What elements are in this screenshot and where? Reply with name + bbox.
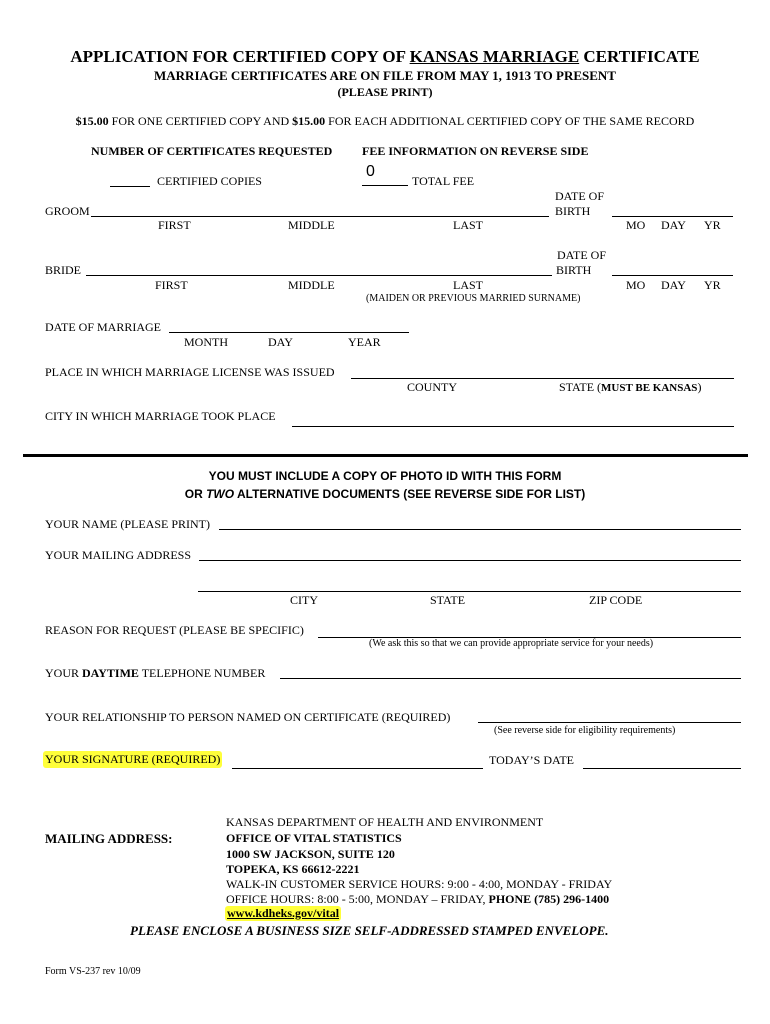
bride-last-caption: LAST [453,278,483,292]
state-caption-prefix: STATE ( [559,380,602,394]
county-caption: COUNTY [407,380,457,394]
mailing-address-input[interactable] [199,546,741,561]
title-underlined: KANSAS MARRIAGE [409,47,580,66]
total-fee-value[interactable]: 0 [366,163,375,180]
bride-middle-caption: MIDDLE [288,278,335,292]
marriage-city-label: CITY IN WHICH MARRIAGE TOOK PLACE [45,409,276,423]
state-zip-state-caption: STATE [430,593,466,607]
form-title [0,47,770,67]
bride-first-caption: FIRST [155,278,188,292]
reason-input[interactable] [318,623,741,638]
todays-date-label: TODAY’S DATE [489,753,575,767]
relationship-input[interactable] [478,708,741,723]
fee-text-one: FOR ONE CERTIFIED COPY AND [108,114,293,128]
marriage-month-caption: MONTH [184,335,228,349]
relationship-note: (See reverse side for eligibility requirements) [494,725,676,736]
daytime-phone-bold: DAYTIME [82,666,139,680]
bride-mo-caption: MO [626,278,646,292]
enclose-envelope-note: PLEASE ENCLOSE A BUSINESS SIZE SELF-ADDRESSED STAMPED ENVELOPE. [130,923,609,938]
office-name: OFFICE OF VITAL STATISTICS [226,831,402,845]
marriage-year-caption: YEAR [348,335,381,349]
your-name-label: YOUR NAME (PLEASE PRINT) [45,517,210,531]
signature-input[interactable] [232,754,483,769]
agency-name: KANSAS DEPARTMENT OF HEALTH AND ENVIRONMENT [226,815,544,829]
office-phone: PHONE (785) 296-1400 [488,892,610,906]
bride-day-caption: DAY [661,278,686,292]
groom-dob-line1: DATE OF [555,189,605,203]
bride-dob-input[interactable] [612,261,733,276]
state-caption-suffix: ) [697,380,702,394]
reason-note: (We ask this so that we can provide appropriate service for your needs) [369,638,654,649]
total-fee-label: TOTAL FEE [412,174,475,188]
groom-first-caption: FIRST [158,218,191,232]
reason-label: REASON FOR REQUEST (PLEASE BE SPECIFIC) [45,623,304,637]
date-of-marriage-input[interactable] [169,318,409,333]
marriage-city-input[interactable] [292,412,734,427]
groom-label: GROOM [45,204,90,218]
bride-name-input[interactable] [86,261,552,276]
state-caption [559,380,701,395]
date-of-marriage-label: DATE OF MARRIAGE [45,320,162,334]
photo-id-or: OR [184,487,207,501]
daytime-phone-input[interactable] [280,664,741,679]
groom-dob-line2: BIRTH [555,204,591,218]
please-print-note: (PLEASE PRINT) [337,85,433,99]
relationship-label: YOUR RELATIONSHIP TO PERSON NAMED ON CERTIFICATE (REQUIRED) [45,710,451,724]
your-name-input[interactable] [219,515,741,530]
license-place-label: PLACE IN WHICH MARRIAGE LICENSE WAS ISSUED [45,365,335,379]
title-prefix: APPLICATION FOR CERTIFIED COPY OF [70,47,410,66]
groom-dob-input[interactable] [612,202,733,217]
fee-text-two: FOR EACH ADDITIONAL CERTIFIED COPY OF THE SAME RECORD [325,114,695,128]
groom-middle-caption: MIDDLE [288,218,335,232]
city-state-zip-input[interactable] [198,577,741,592]
title-suffix: CERTIFICATE [579,47,700,66]
bride-yr-caption: YR [704,278,721,292]
office-hours [226,892,609,907]
daytime-phone-label [45,666,265,681]
daytime-phone-suffix: TELEPHONE NUMBER [138,666,266,680]
form-subtitle: MARRIAGE CERTIFICATES ARE ON FILE FROM MAY 1, 1913 TO PRESENT [154,68,616,83]
todays-date-input[interactable] [583,754,741,769]
fee-amount-one: $15.00 [75,114,109,128]
bride-maiden-note: (MAIDEN OR PREVIOUS MARRIED SURNAME) [366,293,581,304]
fee-amount-additional: $15.00 [292,114,326,128]
website-link[interactable]: www.kdheks.gov/vital [227,906,340,920]
groom-last-caption: LAST [453,218,483,232]
section-divider [23,454,748,457]
office-city: TOPEKA, KS 66612-2221 [226,862,360,876]
certified-copies-label: CERTIFIED COPIES [157,174,262,188]
bride-dob-line1: DATE OF [557,248,607,262]
bride-dob-line2: BIRTH [556,263,592,277]
form-number: Form VS-237 rev 10/09 [45,966,141,977]
bride-label: BRIDE [45,263,81,277]
office-street: 1000 SW JACKSON, SUITE 120 [226,847,395,861]
photo-id-line1: YOU MUST INCLUDE A COPY OF PHOTO ID WITH THIS FORM [208,469,562,483]
groom-mo-caption: MO [626,218,646,232]
groom-day-caption: DAY [661,218,686,232]
total-fee-line [362,185,408,186]
groom-yr-caption: YR [704,218,721,232]
groom-name-input[interactable] [91,202,549,217]
fee-statement [0,114,770,129]
marriage-day-caption: DAY [268,335,293,349]
office-hours-text: OFFICE HOURS: 8:00 - 5:00, MONDAY – FRIDAY, [226,892,489,906]
walkin-hours: WALK-IN CUSTOMER SERVICE HOURS: 9:00 - 4:00, MONDAY - FRIDAY [226,877,613,891]
signature-label: YOUR SIGNATURE (REQUIRED) [45,752,221,766]
photo-id-rest: ALTERNATIVE DOCUMENTS (SEE REVERSE SIDE FOR LIST) [234,487,586,501]
state-caption-bold: MUST BE KANSAS [601,382,698,394]
number-requested-label: NUMBER OF CERTIFICATES REQUESTED [91,144,333,158]
mailing-address-label: YOUR MAILING ADDRESS [45,548,192,562]
photo-id-line2 [0,487,770,501]
photo-id-two: TWO [206,487,235,501]
daytime-phone-prefix: YOUR [45,666,83,680]
fee-info-label: FEE INFORMATION ON REVERSE SIDE [362,144,589,158]
city-caption: CITY [290,593,318,607]
mailing-address-heading: MAILING ADDRESS: [45,831,173,846]
license-place-input[interactable] [351,364,734,379]
zip-caption: ZIP CODE [589,593,643,607]
certified-copies-input[interactable] [110,172,150,187]
